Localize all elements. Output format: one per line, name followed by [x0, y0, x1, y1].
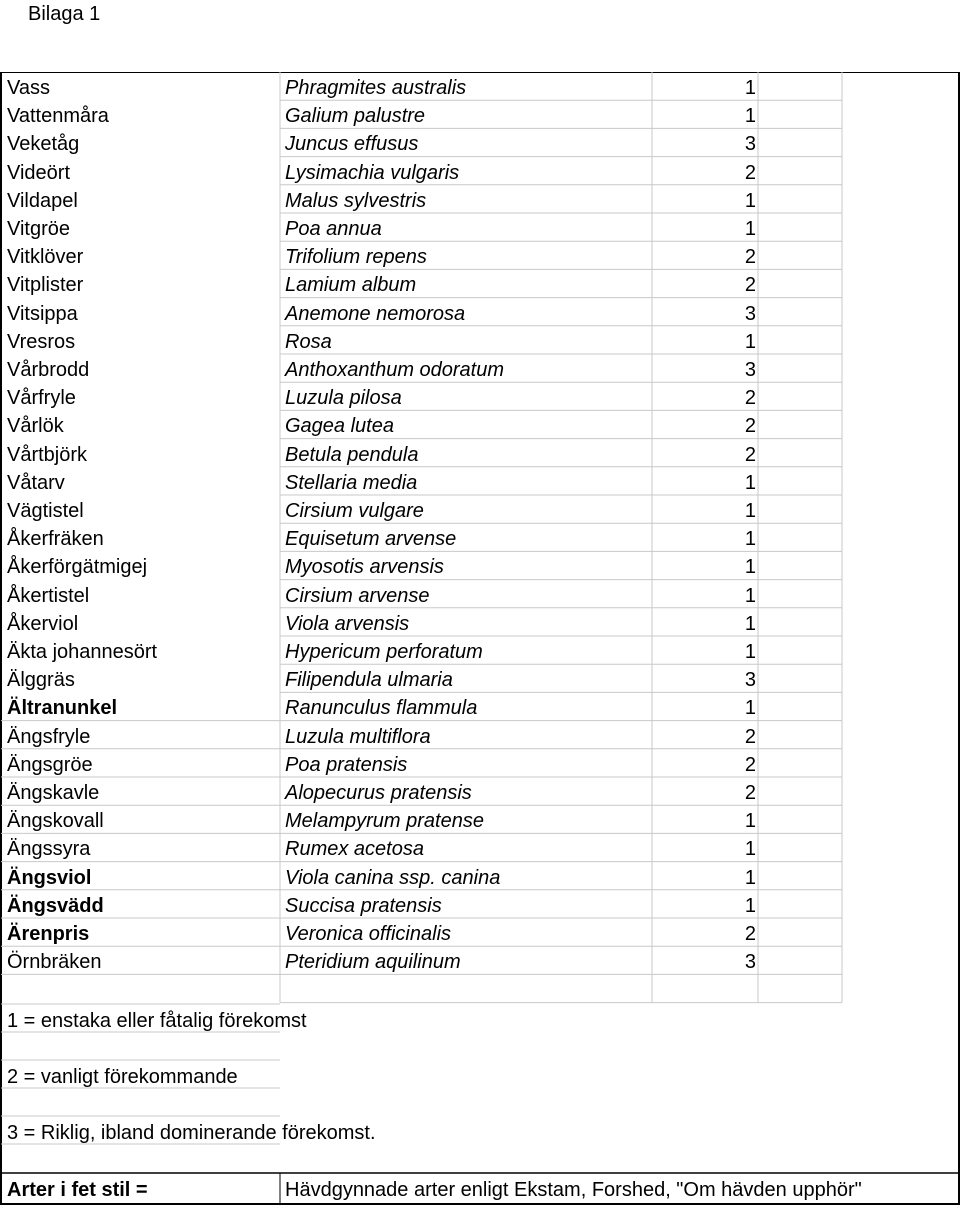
abundance-cell: 2	[744, 161, 756, 184]
table-row	[0, 777, 960, 805]
latin-name-cell: Lysimachia vulgaris	[285, 161, 460, 184]
latin-name-cell: Viola canina ssp. canina	[285, 866, 501, 889]
table-row	[0, 495, 960, 523]
latin-name-cell: Veronica officinalis	[285, 923, 452, 945]
table-row	[0, 213, 960, 241]
table-row	[0, 382, 960, 410]
common-name-cell: Vägtistel	[7, 500, 84, 522]
abundance-cell: 2	[744, 923, 756, 945]
table-row	[0, 439, 960, 467]
common-name-cell: Ältranunkel	[7, 697, 118, 720]
latin-name-cell: Myosotis arvensis	[285, 556, 444, 579]
abundance-cell: 1	[744, 330, 756, 353]
common-name-cell: Örnbräken	[7, 951, 102, 974]
common-name-cell: Vattenmåra	[7, 105, 109, 128]
table-row	[0, 523, 960, 551]
latin-name-cell: Viola arvensis	[285, 612, 410, 635]
table-row	[0, 749, 960, 777]
abundance-cell: 3	[744, 669, 756, 692]
common-name-cell: Åkerförgätmigej	[7, 556, 148, 579]
abundance-cell: 2	[744, 443, 756, 466]
table-row	[0, 636, 960, 664]
common-name-cell: Ängsvädd	[7, 894, 104, 917]
species-table	[0, 72, 960, 1205]
common-name-cell: Vitsippa	[7, 302, 78, 325]
common-name-cell: Vresros	[7, 330, 76, 353]
abundance-cell: 3	[744, 359, 756, 381]
common-name-cell: Vitklöver	[7, 246, 84, 269]
common-name-cell: Våtarv	[7, 471, 65, 494]
latin-name-cell: Cirsium arvense	[285, 584, 430, 607]
latin-name-cell: Ranunculus flammula	[285, 697, 478, 720]
abundance-cell: 2	[744, 753, 756, 776]
legend-line-2: 2 = vanligt förekommande	[7, 1066, 238, 1088]
abundance-cell: 1	[744, 697, 756, 720]
table-row	[0, 241, 960, 269]
latin-name-cell: Succisa pratensis	[285, 894, 442, 917]
table-row	[0, 862, 960, 890]
abundance-cell: 1	[744, 584, 756, 607]
table-row	[0, 890, 960, 918]
abundance-cell: 1	[744, 894, 756, 917]
abundance-cell: 2	[744, 387, 756, 410]
latin-name-cell: Hypericum perforatum	[285, 641, 483, 663]
latin-name-cell: Melampyrum pratense	[285, 810, 484, 833]
abundance-cell: 3	[744, 951, 756, 974]
common-name-cell: Ängssyra	[7, 838, 91, 861]
abundance-cell: 1	[744, 556, 756, 579]
abundance-cell: 1	[744, 810, 756, 833]
abundance-cell: 1	[744, 105, 756, 128]
latin-name-cell: Juncus effusus	[285, 133, 419, 156]
abundance-cell: 1	[744, 218, 756, 240]
common-name-cell: Ängsfryle	[7, 725, 91, 748]
footer-key: Arter i fet stil =	[7, 1179, 148, 1201]
latin-name-cell: Phragmites australis	[285, 77, 467, 99]
abundance-cell: 2	[744, 725, 756, 748]
footer-text: Hävdgynnade arter enligt Ekstam, Forshed, "Om hävden upphör"	[285, 1179, 862, 1201]
table-row	[0, 269, 960, 297]
common-name-cell: Ärenpris	[7, 923, 90, 945]
latin-name-cell: Filipendula ulmaria	[285, 669, 453, 692]
latin-name-cell: Anemone nemorosa	[285, 302, 466, 325]
abundance-cell: 1	[744, 866, 756, 889]
common-name-cell: Vass	[7, 77, 50, 99]
latin-name-cell: Galium palustre	[285, 105, 426, 128]
common-name-cell: Ängsviol	[7, 866, 92, 889]
table-row	[0, 580, 960, 608]
latin-name-cell: Alopecurus pratensis	[285, 782, 472, 804]
abundance-cell: 2	[744, 246, 756, 269]
table-row	[0, 692, 960, 720]
latin-name-cell: Rumex acetosa	[285, 838, 424, 861]
latin-name-cell: Lamium album	[285, 274, 417, 297]
abundance-cell: 1	[744, 500, 756, 522]
common-name-cell: Åkerviol	[7, 612, 79, 635]
common-name-cell: Åkertistel	[7, 584, 90, 607]
latin-name-cell: Equisetum arvense	[285, 528, 457, 551]
abundance-cell: 3	[744, 133, 756, 156]
latin-name-cell: Rosa	[285, 330, 332, 353]
abundance-cell: 1	[744, 612, 756, 635]
abundance-cell: 1	[744, 77, 756, 99]
common-name-cell: Vårfryle	[7, 387, 76, 410]
abundance-cell: 2	[744, 415, 756, 438]
table-row	[0, 608, 960, 636]
latin-name-cell: Luzula pilosa	[285, 387, 402, 410]
abundance-cell: 1	[744, 838, 756, 861]
common-name-cell: Vårbrodd	[7, 359, 90, 381]
common-name-cell: Veketåg	[7, 133, 80, 156]
abundance-cell: 1	[744, 528, 756, 551]
common-name-cell: Ängskavle	[7, 782, 100, 804]
common-name-cell: Vildapel	[7, 189, 78, 212]
latin-name-cell: Stellaria media	[285, 471, 418, 494]
table-row	[0, 298, 960, 326]
table-row	[0, 185, 960, 213]
table-row	[0, 100, 960, 128]
latin-name-cell: Trifolium repens	[285, 246, 427, 269]
page-heading: Bilaga 1	[28, 3, 101, 25]
latin-name-cell: Gagea lutea	[285, 415, 394, 438]
common-name-cell: Vårlök	[7, 415, 64, 438]
latin-name-cell: Poa pratensis	[285, 753, 408, 776]
latin-name-cell: Pteridium aquilinum	[285, 951, 461, 974]
common-name-cell: Vårtbjörk	[7, 443, 88, 466]
abundance-cell: 3	[744, 302, 756, 325]
abundance-cell: 1	[744, 471, 756, 494]
latin-name-cell: Cirsium vulgare	[285, 500, 424, 522]
table-row	[0, 72, 960, 100]
common-name-cell: Äkta johannesört	[7, 641, 158, 663]
table-row	[0, 354, 960, 382]
legend-line-3: 3 = Riklig, ibland dominerande förekomst.	[7, 1122, 376, 1144]
common-name-cell: Vitplister	[7, 274, 84, 297]
common-name-cell: Ängskovall	[7, 810, 104, 833]
table-row	[0, 833, 960, 861]
abundance-cell: 1	[744, 641, 756, 663]
latin-name-cell: Poa annua	[285, 218, 382, 240]
abundance-cell: 2	[744, 274, 756, 297]
table-row	[0, 467, 960, 495]
latin-name-cell: Betula pendula	[285, 443, 419, 466]
table-row	[0, 410, 960, 438]
table-row	[0, 946, 960, 974]
common-name-cell: Älggräs	[7, 669, 75, 692]
abundance-cell: 2	[744, 782, 756, 804]
common-name-cell: Videört	[7, 161, 71, 184]
table-row	[0, 918, 960, 946]
common-name-cell: Åkerfräken	[7, 528, 104, 551]
latin-name-cell: Luzula multiflora	[285, 725, 431, 748]
latin-name-cell: Malus sylvestris	[285, 189, 427, 212]
table-row	[0, 326, 960, 354]
table-row	[0, 157, 960, 185]
table-row	[0, 721, 960, 749]
legend-line-1: 1 = enstaka eller fåtalig förekomst	[7, 1010, 307, 1032]
abundance-cell: 1	[744, 189, 756, 212]
table-row	[0, 805, 960, 833]
common-name-cell: Ängsgröe	[7, 753, 93, 776]
table-row	[0, 664, 960, 692]
latin-name-cell: Anthoxanthum odoratum	[285, 359, 505, 381]
table-row	[0, 128, 960, 156]
common-name-cell: Vitgröe	[7, 218, 71, 240]
table-row	[0, 551, 960, 579]
